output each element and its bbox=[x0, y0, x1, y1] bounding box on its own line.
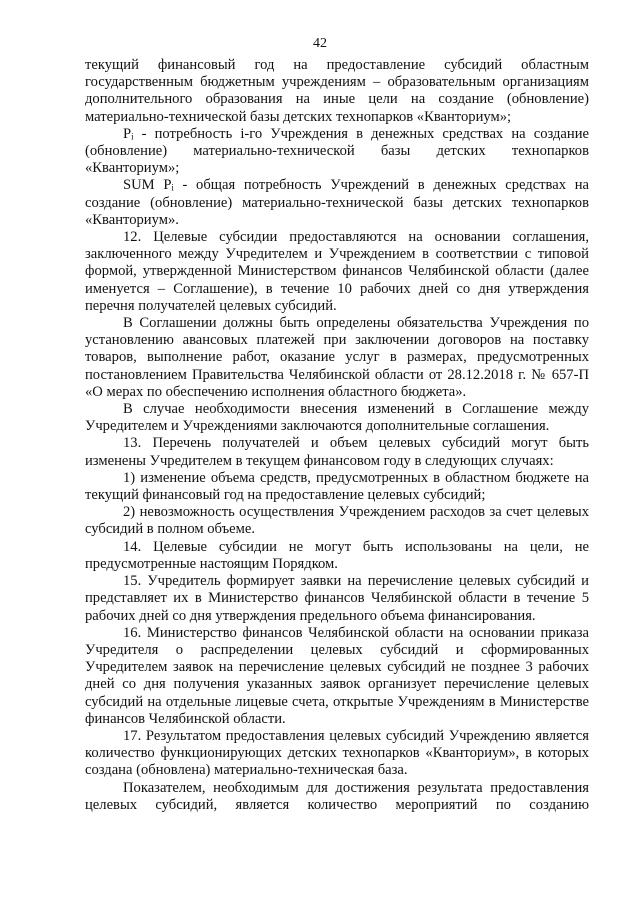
paragraph-definition-sum-pi: SUM Pᵢ - общая потребность Учреждений в денежных средствах на создание (обновление) материально-технической базы детских технопарков «Кванториум». bbox=[85, 177, 589, 228]
paragraph-agreement-obligations: В Соглашении должны быть определены обязательства Учреждения по установлению авансовых платежей при заключении договоров на поставку товаров, выполнение работ, оказание услуг в размерах, предусмотренных постановлением Правительства Челябинской области от 28.12.2018 г. № 657-П «О мерах по обеспечению исполнения областного бюджета». bbox=[85, 315, 589, 400]
page-number: 42 bbox=[313, 36, 327, 51]
paragraph-indicator: Показателем, необходимым для достижения результата предоставления целевых субсидий, является количество мероприятий по созданию bbox=[85, 779, 589, 813]
paragraph-item-13: 13. Перечень получателей и объем целевых субсидий могут быть изменены Учредителем в текущем финансовом году в следующих случаях: bbox=[85, 435, 589, 469]
paragraph-item-13-case-1: 1) изменение объема средств, предусмотренных в областном бюджете на текущий финансовый год на предоставление целевых субсидий; bbox=[85, 469, 589, 504]
paragraph-item-12: 12. Целевые субсидии предоставляются на основании соглашения, заключенного между Учредителем и Учреждением в соответствии с типовой формой, утвержденной Министерством финансов Челябинской области (далее именуется – Соглашение), в течение 10 рабочих дней со дня утверждения перечня получателей целевых субсидий. bbox=[85, 229, 589, 314]
paragraph-item-14: 14. Целевые субсидии не могут быть использованы на цели, не предусмотренные настоящим Порядком. bbox=[85, 538, 589, 572]
paragraph-item-15: 15. Учредитель формирует заявки на перечисление целевых субсидий и представляет их в Министерство финансов Челябинской области в течение 5 рабочих дней со дня утверждения предельного объема финансирования. bbox=[85, 573, 589, 624]
paragraph-definition-pi: Pᵢ - потребность i-го Учреждения в денежных средствах на создание (обновление) материально-технической базы детских технопарков «Кванториум»; bbox=[85, 125, 589, 177]
paragraph-continuation: текущий финансовый год на предоставление субсидий областным государственным бюджетным учреждениям – образовательным организациям дополнительного образования на иные цели на создание (обновление) материально-технической базы детских технопарков «Кванториум»; bbox=[85, 57, 589, 125]
paragraph-additional-agreements: В случае необходимости внесения изменений в Соглашение между Учредителем и Учреждениями заключаются дополнительные соглашения. bbox=[85, 401, 589, 435]
paragraph-item-13-case-2: 2) невозможность осуществления Учреждением расходов за счет целевых субсидий в полном объеме. bbox=[85, 504, 589, 538]
paragraph-item-17: 17. Результатом предоставления целевых субсидий Учреждению является количество функционирующих детских технопарков «Кванториум», в которых создана (обновлена) материально-техническая база. bbox=[85, 727, 589, 779]
paragraph-item-16: 16. Министерство финансов Челябинской области на основании приказа Учредителя о распределении целевых субсидий и сформированных Учредителем заявок на перечисление целевых субсидий не позднее 3 рабочих дней со дня получения указанных заявок организует перечисление целевых субсидий на отдельные лицевые счета, открытые Учреждениям в Министерстве финансов Челябинской области. bbox=[85, 624, 589, 727]
body-text bbox=[85, 57, 589, 814]
